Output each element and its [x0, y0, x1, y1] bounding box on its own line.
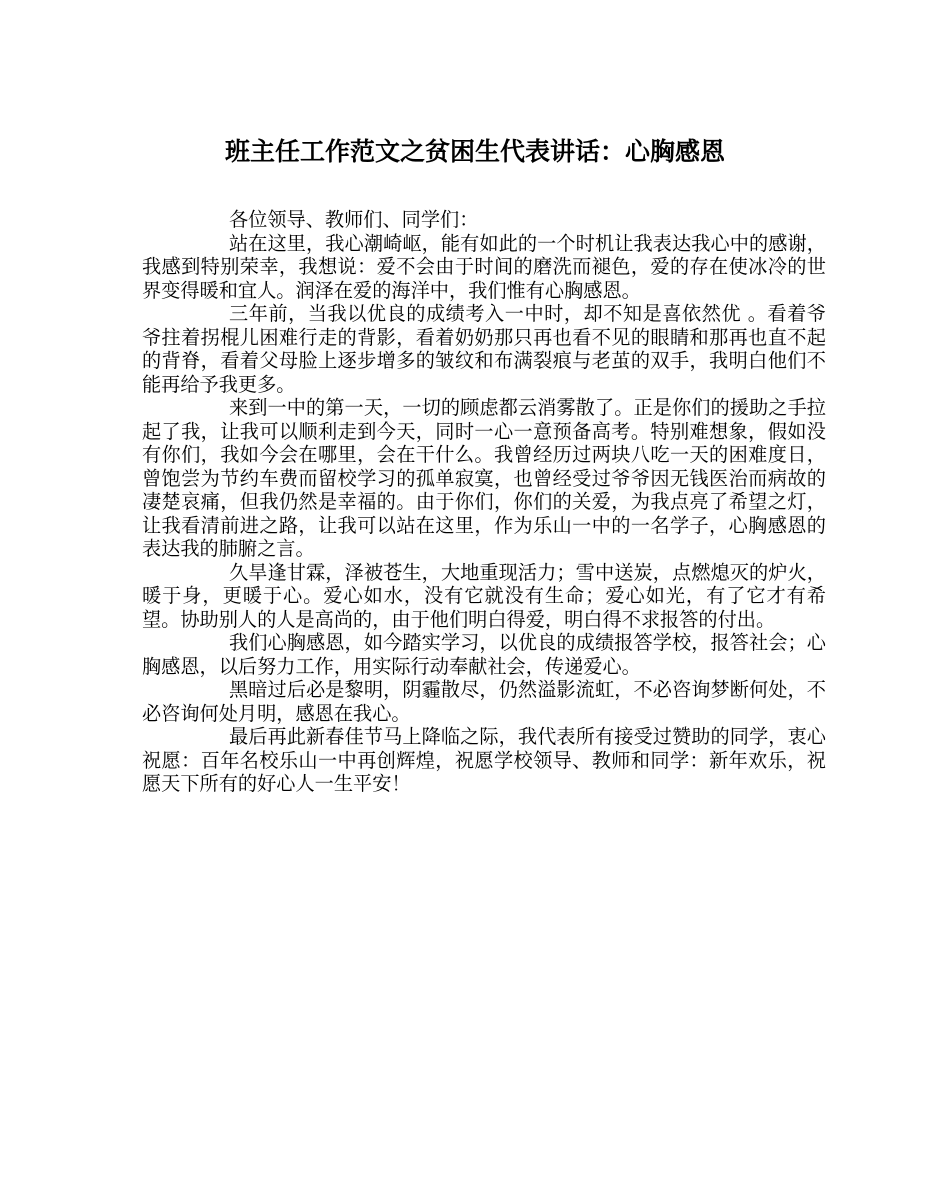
paragraph: 久旱逢甘霖，泽被苍生，大地重现活力；雪中送炭，点燃熄灭的炉火，暖于身，更暖于心。爱心如水，没有它就没有生命；爱心如光，有了它才有希望。协助别人的人是高尚的，由于他们明白得爱，明白得不求报答的付出。: [142, 560, 826, 631]
paragraph-salutation: 各位领导、教师们、同学们：: [229, 208, 479, 231]
paragraph: 我们心胸感恩，如今踏实学习，以优良的成绩报答学校，报答社会；心胸感恩，以后努力工作，用实际行动奉献社会，传递爱心。: [142, 631, 826, 678]
paragraph-closing: 最后再此新春佳节马上降临之际，我代表所有接受过赞助的同学，衷心祝愿：百年名校乐山一中再创辉煌，祝愿学校领导、教师和同学：新年欢乐，祝愿天下所有的好心人一生平安！: [142, 725, 826, 795]
paragraph: 站在这里，我心潮崎岖，能有如此的一个时机让我表达我心中的感谢，我感到特别荣幸，我想说：爱不会由于时间的磨洗而褪色，爱的存在使冰冷的世界变得暖和宜人。润泽在爱的海洋中，我们惟有心胸感恩。: [142, 231, 826, 302]
paragraph: 三年前，当我以优良的成绩考入一中时，却不知是喜依然优 。看着爷爷拄着拐棍儿困难行走的背影，看着奶奶那只再也看不见的眼睛和那再也直不起的背脊，看着父母脸上逐步增多的皱纹和布满裂痕与老茧的双手，我明白他们不能再给予我更多。: [142, 302, 826, 396]
paragraph: 黑暗过后必是黎明，阴霾散尽，仍然溢影流虹，不必咨询梦断何处，不必咨询何处月明，感恩在我心。: [142, 678, 826, 725]
document-title: 班主任工作范文之贫困生代表讲话：心胸感恩: [224, 137, 725, 166]
document-body: [142, 208, 826, 796]
paragraph: 来到一中的第一天，一切的顾虑都云消雾散了。正是你们的援助之手拉起了我，让我可以顺利走到今天，同时一心一意预备高考。特别难想象，假如没有你们，我如今会在哪里，会在干什么。我曾经历过两块八吃一天的困难度日，曾饱尝为节约车费而留校学习的孤单寂寞，也曾经受过爷爷因无钱医治而病故的凄楚哀痛，但我仍然是幸福的。由于你们，你们的关爱，为我点亮了希望之灯，让我看清前进之路，让我可以站在这里，作为乐山一中的一名学子，心胸感恩的表达我的肺腑之言。: [142, 396, 826, 560]
